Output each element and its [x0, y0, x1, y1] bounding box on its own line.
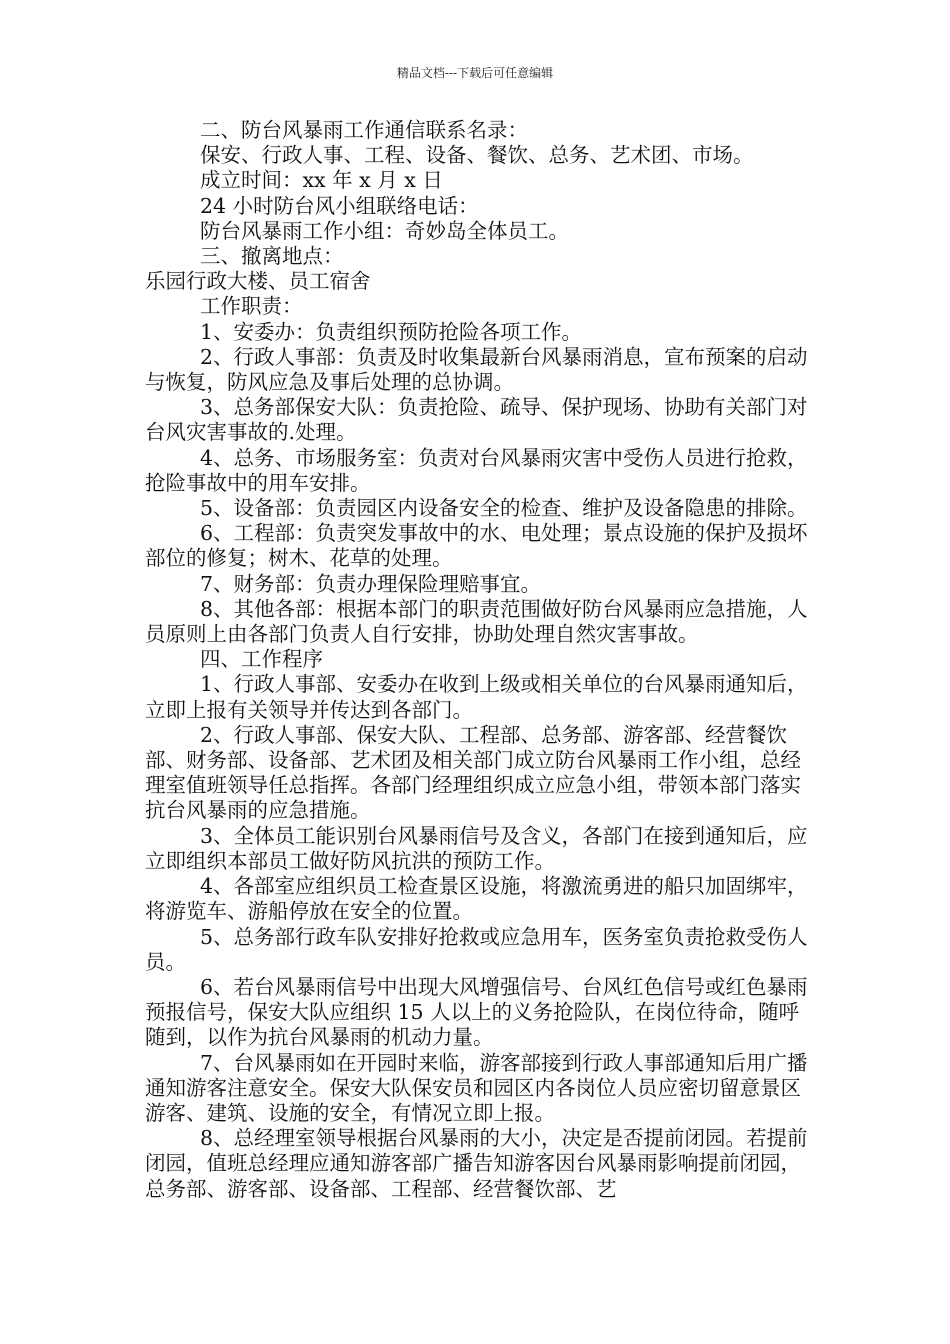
procedure-item: 3、全体员工能识别台风暴雨信号及含义，各部门在接到通知后，应立即组织本部员工做好防风抗洪的预防工作。: [145, 823, 808, 873]
duty-item: 6、工程部：负责突发事故中的水、电处理；景点设施的保护及损坏部位的修复；树木、花草的处理。: [145, 521, 808, 571]
section-heading-procedure: 四、工作程序: [200, 647, 323, 672]
procedure-item: 1、行政人事部、安委办在收到上级或相关单位的台风暴雨通知后，立即上报有关领导并传达到各部门。: [145, 672, 808, 722]
working-group: 防台风暴雨工作小组：奇妙岛全体员工。: [200, 218, 569, 243]
duty-item: 4、总务、市场服务室：负责对台风暴雨灾害中受伤人员进行抢救，抢险事故中的用车安排。: [145, 445, 808, 495]
departments-list: 保安、行政人事、工程、设备、餐饮、总务、艺术团、市场。: [200, 143, 754, 168]
procedure-item: 5、总务部行政车队安排好抢救或应急用车，医务室负责抢救受伤人员。: [145, 924, 808, 974]
procedure-item: 8、总经理室领导根据台风暴雨的大小，决定是否提前闭园。若提前闭园，值班总经理应通知游客部广播告知游客因台风暴雨影响提前闭园，总务部、游客部、设备部、工程部、经营餐饮部、艺: [145, 1126, 808, 1201]
procedure-item: 4、各部室应组织员工检查景区设施，将激流勇进的船只加固绑牢，将游览车、游船停放在安全的位置。: [145, 874, 808, 924]
duties-heading: 工作职责：: [200, 294, 303, 319]
page-header: 精品文档---下载后可任意编辑: [396, 66, 554, 80]
duty-item: 8、其他各部：根据本部门的职责范围做好防台风暴雨应急措施，人员原则上由各部门负责人自行安排，协助处理自然灾害事故。: [145, 596, 808, 647]
established-date: 成立时间：xx 年 x 月 x 日: [200, 168, 443, 193]
document-body: [145, 118, 815, 1202]
procedure-item: 2、行政人事部、保安大队、工程部、总务部、游客部、经营餐饮部、财务部、设备部、艺术团及相关部门成立防台风暴雨工作小组，总经理室值班领导任总指挥。各部门经理组织成立应急小组，带领本部门落实抗台风暴雨的应急措施。: [145, 722, 801, 823]
procedure-item: 6、若台风暴雨信号中出现大风增强信号、台风红色信号或红色暴雨预报信号，保安大队应组织 15 人以上的义务抢险队，在岗位待命，随呼随到，以作为抗台风暴雨的机动力量。: [145, 974, 808, 1050]
duty-item: 2、行政人事部：负责及时收集最新台风暴雨消息，宣布预案的启动与恢复，防风应急及事后处理的总协调。: [145, 344, 808, 395]
duty-item: 5、设备部：负责园区内设备安全的检查、维护及设备隐患的排除。: [200, 496, 808, 521]
section-heading-contacts: 二、防台风暴雨工作通信联系名录：: [200, 118, 528, 142]
duty-item: 1、安委办：负责组织预防抢险各项工作。: [200, 319, 583, 344]
duty-item: 3、总务部保安大队：负责抢险、疏导、保护现场、协助有关部门对台风灾害事故的.处理。: [145, 395, 808, 445]
evacuation-locations: 乐园行政大楼、员工宿舍: [145, 269, 371, 294]
procedure-item: 7、台风暴雨如在开园时来临，游客部接到行政人事部通知后用广播通知游客注意安全。保安大队保安员和园区内各岗位人员应密切留意景区游客、建筑、设施的安全，有情况立即上报。: [145, 1050, 808, 1125]
section-heading-evacuation: 三、撤离地点：: [200, 244, 344, 269]
hotline-label: 24 小时防台风小组联络电话：: [200, 193, 479, 218]
duty-item: 7、财务部：负责办理保险理赔事宜。: [200, 571, 542, 596]
